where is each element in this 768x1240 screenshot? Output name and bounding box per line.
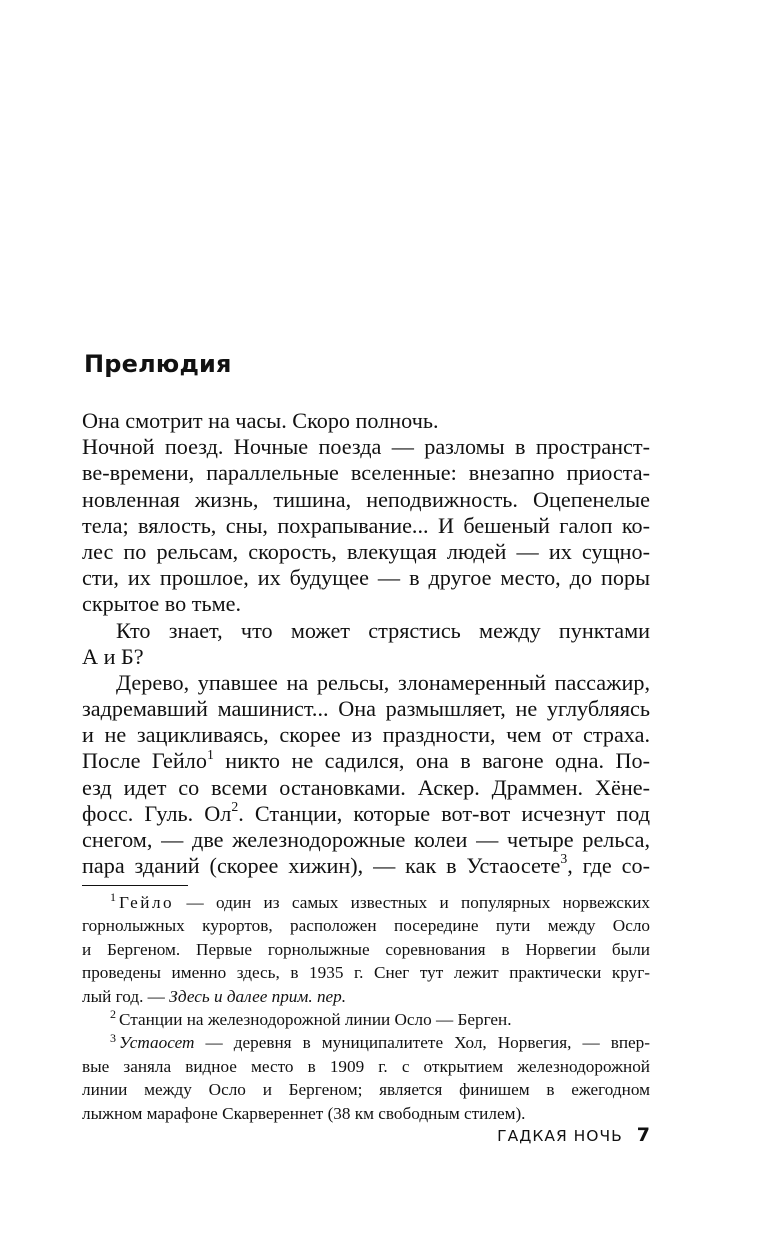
body-text [82, 408, 650, 879]
text-line: Она смотрит на часы. Скоро полночь. [82, 408, 439, 433]
footnote-line: линии между Осло и Бергеном; является финишем в ежегодном [82, 1080, 650, 1100]
chapter-title: Прелюдия [84, 350, 232, 378]
text-line: тела; вялость, сны, похрапывание... И бешеный галоп ко- [82, 512, 650, 538]
text-fragment: . Станции, которые вот-вот исчезнут под [238, 800, 651, 826]
text-line [82, 748, 650, 774]
page-number: 7 [636, 1124, 650, 1146]
footnote-line [82, 985, 650, 1008]
running-title: ГАДКАЯ НОЧЬ [497, 1127, 623, 1145]
footnote-line: лыжном марафоне Скарвереннет (38 км свободным стилем). [82, 1103, 526, 1123]
text-line [82, 853, 650, 879]
text-line: и не зацикливаясь, скорее из праздности, чем от страха. [82, 722, 650, 748]
text-line: скрытое во тьме. [82, 591, 242, 617]
footnote-text: Станции на железнодорожной линии Осло — Берген. [119, 1009, 512, 1029]
footnote-2 [82, 1008, 650, 1031]
footnote-3 [82, 1031, 650, 1054]
footnote-text: лый год. — [82, 986, 165, 1006]
text-line: новленная жизнь, тишина, неподвижность. Оцепенелые [82, 486, 650, 512]
footnotes [82, 891, 650, 1125]
footnote-term: Гейло [119, 893, 175, 912]
footnote-marker: 1 [110, 890, 117, 905]
footnote-marker: 3 [110, 1030, 117, 1045]
text-line: езд идет со всеми остановками. Аскер. Драммен. Хёне- [82, 774, 650, 800]
text-line: Кто знает, что может стрястись между пунктами [116, 617, 650, 643]
text-fragment: пара зданий (скорее хижин), — как в Устаосете [82, 853, 561, 879]
text-line: сти, их прошлое, их будущее — в другое место, до поры [82, 565, 650, 591]
footnote-line: вые заняла видное место в 1909 г. с открытием железнодорожной [82, 1056, 650, 1076]
text-line: А и Б? [82, 643, 144, 669]
text-fragment: никто не садился, она в вагоне одна. По- [225, 748, 650, 774]
text-fragment: После Гейло [82, 748, 207, 774]
text-line: лес по рельсам, скорость, влекущая людей — их сущно- [82, 538, 650, 564]
text-line: ве-времени, параллельные вселенные: внезапно приоста- [82, 460, 650, 486]
footnote-ref-3[interactable]: 3 [560, 851, 568, 867]
text-fragment: , где со- [567, 853, 650, 879]
footnote-italic-note: Здесь и далее прим. пер. [169, 986, 347, 1006]
text-line: Дерево, упавшее на рельсы, злонамеренный пассажир, [116, 669, 650, 695]
running-footer [497, 1124, 650, 1146]
footnote-line: проведены именно здесь, в 1935 г. Снег тут лежит практически круг- [82, 963, 650, 983]
footnote-line: горнолыжных курортов, расположен посередине пути между Осло [82, 916, 650, 936]
text-fragment: фосс. Гуль. Ол [82, 800, 232, 826]
footnote-text: — один из самых известных и популярных норвежских [186, 893, 650, 912]
text-line: задремавший машинист... Она размышляет, не углубляясь [82, 696, 650, 722]
footnote-divider [82, 885, 188, 886]
footnote-marker: 2 [110, 1007, 117, 1022]
footnote-ref-2[interactable]: 2 [231, 799, 239, 815]
text-line [82, 801, 650, 827]
text-line: Ночной поезд. Ночные поезда — разломы в пространст- [82, 434, 650, 460]
footnote-1 [82, 891, 650, 914]
footnote-line: и Бергеном. Первые горнолыжные соревнования в Норвегии были [82, 939, 650, 959]
text-line: снегом, — две железнодорожные колеи — четыре рельса, [82, 827, 650, 852]
footnote-ref-1[interactable]: 1 [206, 746, 214, 762]
footnote-text: — деревня в муниципалитете Хол, Норвегия, — впер- [205, 1033, 651, 1053]
footnote-term: Устаосет [119, 1033, 195, 1053]
